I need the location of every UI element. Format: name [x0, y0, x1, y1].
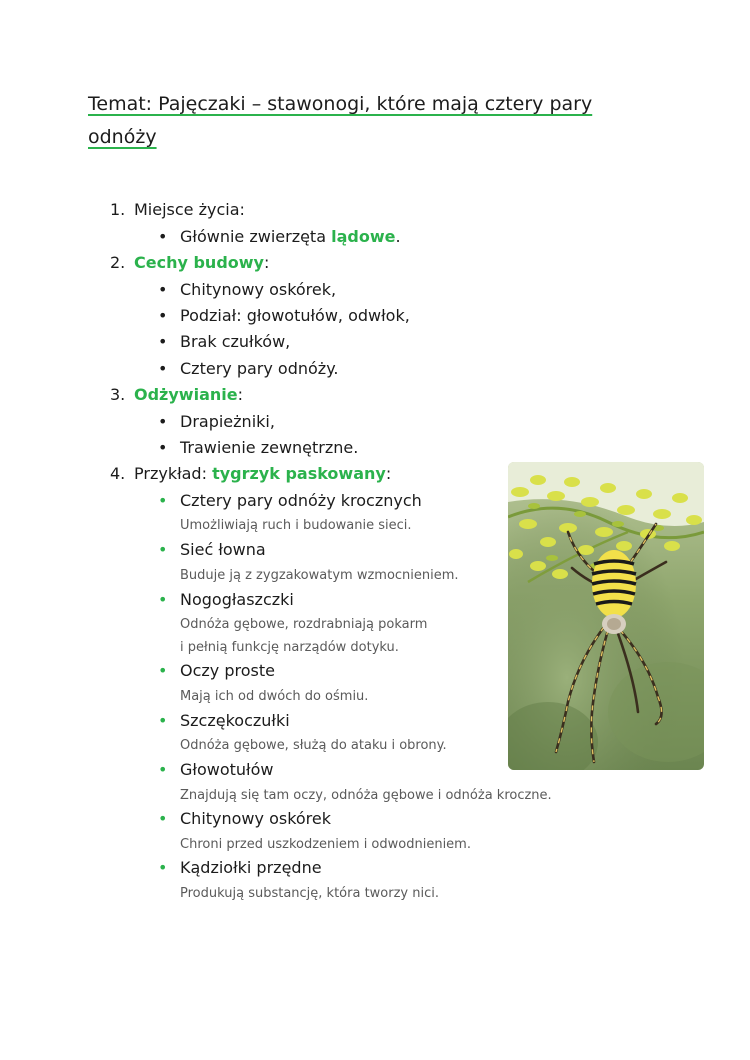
example-title: Głowotułów [180, 760, 274, 779]
feature-text: Chitynowy oskórek, [180, 280, 337, 299]
section-number: 4. [110, 464, 126, 483]
section-label: Miejsce życia: [134, 200, 245, 219]
example-title: Chitynowy oskórek [180, 809, 332, 828]
bullet-icon: • [158, 661, 168, 680]
example-desc: Mają ich od dwóch do ośmiu. [180, 689, 369, 704]
habitat-suffix: . [395, 227, 401, 246]
spider-illustration-icon [508, 462, 704, 770]
nutrition-item [158, 412, 275, 432]
example-item [158, 858, 322, 878]
habitat-item [158, 227, 401, 247]
page-title: Temat: Pajęczaki – stawonogi, które mają cztery pary odnóży [88, 93, 593, 148]
feature-item [158, 280, 336, 300]
section-label-highlight: tygrzyk paskowany [212, 464, 386, 483]
bullet-icon: • [158, 280, 168, 299]
example-title: Sieć łowna [180, 540, 266, 559]
example-title: Kądziołki przędne [180, 858, 322, 877]
section-label: Odżywianie [134, 385, 238, 404]
example-title: Szczękoczułki [180, 711, 290, 730]
example-item [158, 711, 290, 731]
example-desc: Znajdują się tam oczy, odnóża gębowe i odnóża kroczne. [180, 788, 552, 803]
bullet-icon: • [158, 590, 168, 609]
section-label: Przykład: [134, 464, 213, 483]
bullet-icon: • [158, 306, 168, 325]
feature-text: Podział: głowotułów, odwłok, [180, 306, 410, 325]
bullet-icon: • [158, 332, 168, 351]
example-item [158, 661, 275, 681]
example-desc: Odnóża gębowe, rozdrabniają pokarm [180, 617, 428, 632]
section-label-suffix: : [385, 464, 392, 483]
example-title: Cztery pary odnóży krocznych [180, 491, 422, 510]
example-item [158, 590, 294, 610]
example-desc: Odnóża gębowe, służą do ataku i obrony. [180, 738, 447, 753]
feature-item [158, 332, 290, 352]
section-number: 3. [110, 385, 126, 404]
section-example [110, 464, 391, 484]
example-title: Nogogłaszczki [180, 590, 294, 609]
habitat-highlight: lądowe [331, 227, 396, 246]
section-number: 1. [110, 200, 126, 219]
example-desc: Produkują substancję, która tworzy nici. [180, 886, 439, 901]
bullet-icon: • [158, 809, 168, 828]
example-desc: Umożliwiają ruch i budowanie sieci. [180, 518, 412, 533]
bullet-icon: • [158, 760, 168, 779]
example-desc: i pełnią funkcję narządów dotyku. [180, 640, 399, 655]
example-item [158, 491, 422, 511]
example-item [158, 540, 266, 560]
section-features [110, 253, 269, 273]
section-number: 2. [110, 253, 126, 272]
wasp-spider-photo [508, 462, 704, 770]
habitat-text: Głównie zwierzęta [180, 227, 332, 246]
feature-text: Cztery pary odnóży. [180, 359, 339, 378]
example-title: Oczy proste [180, 661, 275, 680]
example-item [158, 760, 273, 780]
section-habitat [110, 200, 245, 220]
nutrition-text: Drapieżniki, [180, 412, 275, 431]
bullet-icon: • [158, 359, 168, 378]
section-nutrition [110, 385, 243, 405]
bullet-icon: • [158, 858, 168, 877]
bullet-icon: • [158, 438, 168, 457]
example-item [158, 809, 331, 829]
bullet-icon: • [158, 491, 168, 510]
bullet-icon: • [158, 227, 168, 246]
bullet-icon: • [158, 412, 168, 431]
feature-text: Brak czułków, [180, 332, 291, 351]
section-label: Cechy budowy [134, 253, 264, 272]
feature-item [158, 306, 410, 326]
example-desc: Buduje ją z zygzakowatym wzmocnieniem. [180, 568, 459, 583]
nutrition-text: Trawienie zewnętrzne. [180, 438, 359, 457]
bullet-icon: • [158, 711, 168, 730]
section-label-suffix: : [237, 385, 243, 404]
nutrition-item [158, 438, 358, 458]
bullet-icon: • [158, 540, 168, 559]
feature-item [158, 359, 338, 379]
example-desc: Chroni przed uszkodzeniem i odwodnieniem. [180, 837, 471, 852]
section-label-suffix: : [263, 253, 270, 272]
